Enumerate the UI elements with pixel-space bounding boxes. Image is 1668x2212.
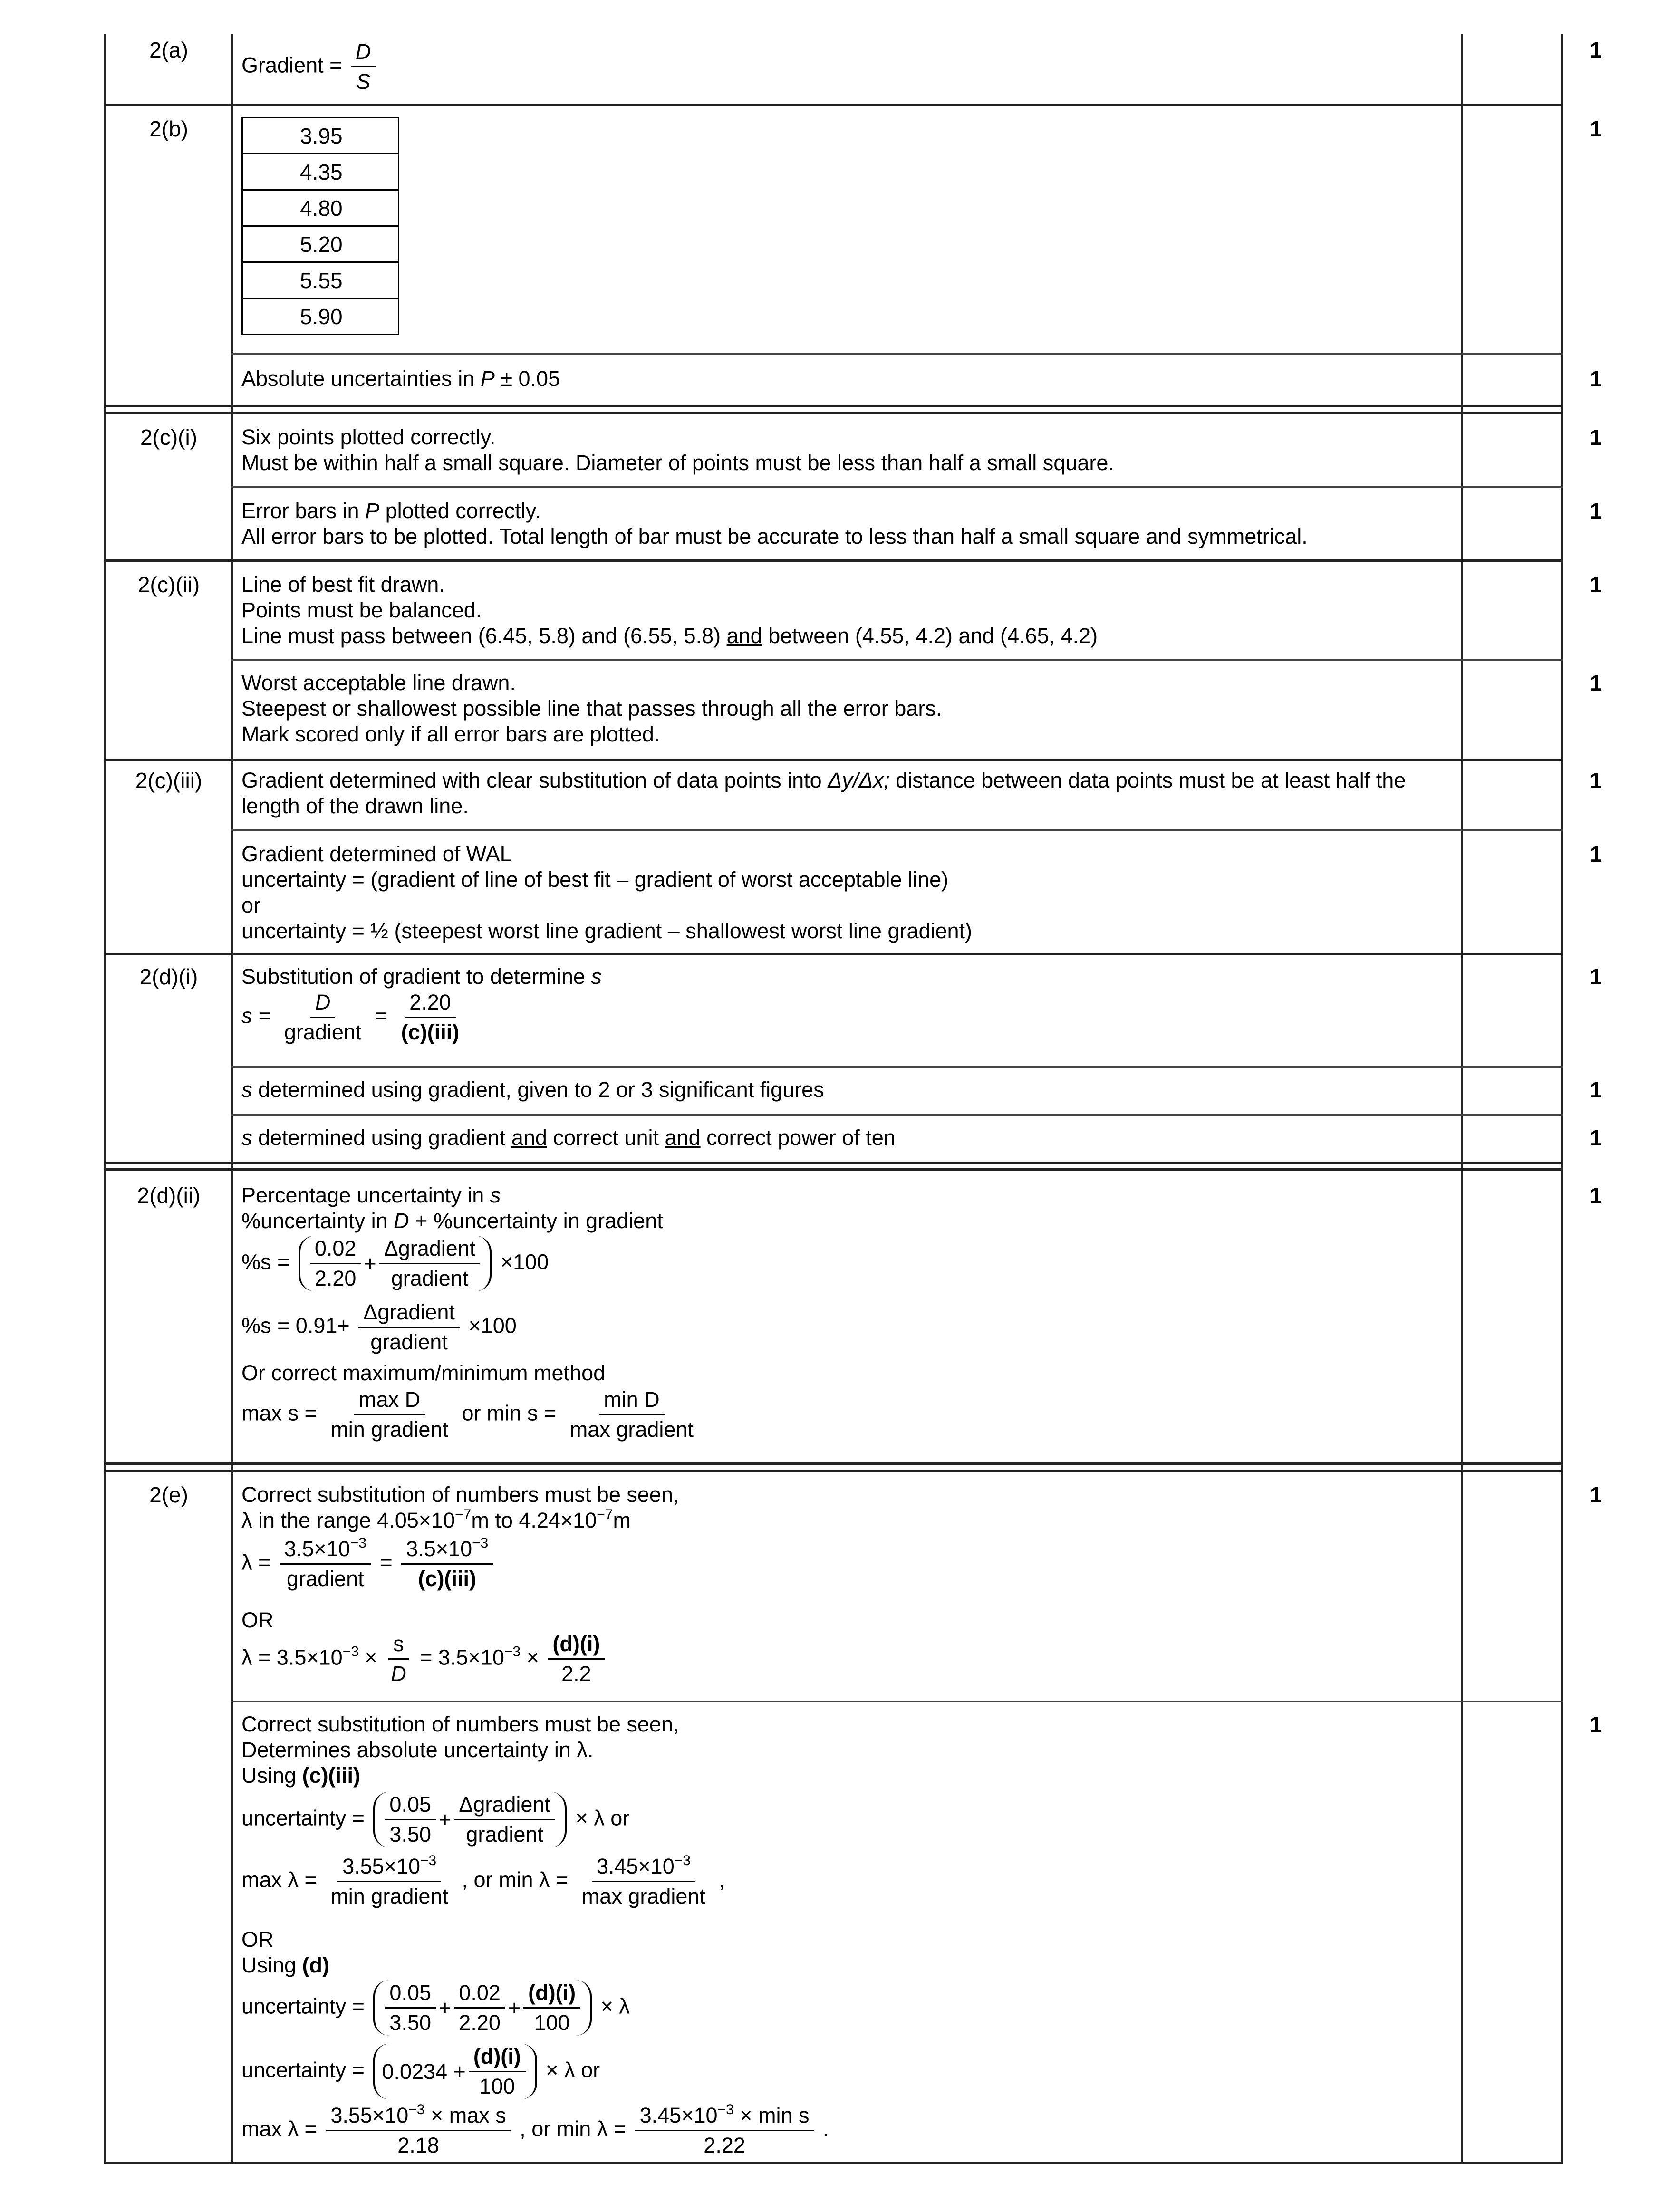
- row-divider: [104, 953, 1563, 955]
- row-divider: [104, 405, 1563, 407]
- best-fit-text: Line of best fit drawn. Points must be balanced. Line must pass between (6.45, 5.8) and (6.55, 5.8) and between (4.55, 4.2) and (4.65, 4.2): [241, 572, 1098, 648]
- subrow-divider: [231, 659, 1563, 661]
- row-divider: [104, 104, 1563, 106]
- row-divider: [104, 1168, 1563, 1171]
- s-equation: s = $\frac{D}{\text{gradient}}$ = $\frac{2.20}{\text{(c)(iii)}}$: [241, 990, 460, 1044]
- mark-2di-3: 1: [1590, 1125, 1602, 1150]
- max-min-lambda-equation-1: max λ = $\frac{3.55\times 10^{-3}}{\text{min gradient}}$ , or min λ = $\frac{3.45\times 10^{-3}}{\text{max gradient}}$ ,: [241, 1853, 725, 1908]
- d-over-s-fraction: $\frac{D}{S}$: [351, 39, 376, 95]
- row-divider: [104, 559, 1563, 562]
- mark-2ci-1: 1: [1590, 425, 1602, 450]
- p-value-cell: 4.35: [242, 154, 399, 190]
- percent-s-equation-1: %s = $\frac{0.02}{2.20}$ + $\frac{\text{Δgradient}}{\text{gradient}}$ ×100: [241, 1236, 549, 1290]
- uncertainty-equation-2: uncertainty = $\frac{0.05}{3.50}$ + $\frac{0.02}{2.20}$ + $\frac{(d)(i)}{100}$ × λ: [241, 1981, 630, 2035]
- row-divider: [104, 759, 1563, 761]
- mark-2e-1: 1: [1590, 1482, 1602, 1507]
- lambda-equation-1: λ = $\frac{3.5\times 10^{-3}}{\text{gradient}}$ = $\frac{3.5\times 10^{-3}}{\text{(c)(iii)}}$: [241, 1536, 496, 1592]
- p-values-table: [241, 117, 399, 335]
- max-min-s-equation: max s = $\frac{\text{max D}}{\text{min gradient}}$ or min s = $\frac{\text{min D}}{\text{max gradient}}$: [241, 1387, 694, 1442]
- max-min-method-text: Or correct maximum/minimum method: [241, 1361, 606, 1385]
- row-ref-2di: 2(d)(i): [139, 964, 198, 989]
- mark-2dii: 1: [1590, 1183, 1602, 1208]
- max-min-lambda-equation-2: max λ = $\frac{3.55\times 10^{-3} \times \max s}{2.18}$ , or min λ = $\frac{3.45\times 10^{-3} \times \min s}{2.22}$ .: [241, 2102, 829, 2157]
- mark-2ciii-1: 1: [1590, 768, 1602, 793]
- p-value-cell: 5.20: [242, 226, 399, 262]
- p-value-cell: 5.90: [242, 298, 399, 335]
- error-bars-text: Error bars in P plotted correctly. All error bars to be plotted. Total length of bar must be accurate to less than half a small square and symmetrical.: [241, 499, 1308, 548]
- row-ref-2e: 2(e): [149, 1482, 188, 1507]
- mark-2b-uncertainty: 1: [1590, 366, 1602, 391]
- absolute-uncertainty-text: Absolute uncertainties in P ± 0.05: [241, 366, 560, 391]
- row-ref-2a: 2(a): [149, 38, 188, 62]
- lambda-equation-2: $\lambda = 3.5\times 10^{-3}$ × $\frac{s}{D}$ = $3.5\times 10^{-3}$ × $\frac{(d)(i)}{2.2}$: [241, 1631, 607, 1687]
- mark-2di-2: 1: [1590, 1077, 1602, 1102]
- lambda-range-text: Correct substitution of numbers must be seen, λ in the range $4.05\times 10^{-7}m$ to $4.24\times 10^{-7}m$: [241, 1482, 679, 1532]
- absolute-uncertainty-lambda-text: Correct substitution of numbers must be seen, Determines absolute uncertainty in λ. Using (c)(iii): [241, 1712, 679, 1788]
- mark-2ciii-2: 1: [1590, 842, 1602, 866]
- mark-2ci-2: 1: [1590, 499, 1602, 523]
- row-ref-2cii: 2(c)(ii): [137, 572, 200, 597]
- row-divider: [104, 1462, 1563, 1465]
- subrow-divider: [231, 1701, 1563, 1702]
- row-divider: [104, 412, 1563, 414]
- row-divider: [104, 1162, 1563, 1164]
- points-plotted-text: Six points plotted correctly. Must be within half a small square. Diameter of points must be less than half a small square.: [241, 425, 1114, 475]
- mark-2cii-2: 1: [1590, 671, 1602, 695]
- mark-2e-2: 1: [1590, 1712, 1602, 1737]
- percent-s-equation-2: %s = 0.91+ $\frac{\text{Δgradient}}{\text{gradient}}$ ×100: [241, 1300, 517, 1354]
- mark-2cii-1: 1: [1590, 572, 1602, 597]
- substitution-text: Substitution of gradient to determine s: [241, 964, 602, 989]
- row-ref-2dii: 2(d)(ii): [137, 1183, 201, 1208]
- p-value-cell: 5.55: [242, 262, 399, 298]
- worst-line-text: Worst acceptable line drawn. Steepest or shallowest possible line that passes through all the error bars. Mark scored only if all error bars are plotted.: [241, 671, 942, 746]
- subrow-divider: [231, 1114, 1563, 1116]
- table-left-border: [104, 34, 106, 2164]
- subrow-divider: [231, 353, 1563, 355]
- row-ref-2ciii: 2(c)(iii): [135, 768, 202, 793]
- or-label: OR: [241, 1608, 274, 1632]
- s-unit-text: s determined using gradient and correct unit and correct power of ten: [241, 1125, 896, 1150]
- gradient-determined-text: Gradient determined with clear substitution of data points into Δy/Δx; distance between data points must be at least half the length of the drawn line.: [241, 768, 1406, 818]
- gradient-formula: [241, 39, 378, 95]
- p-value-cell: 4.80: [242, 190, 399, 226]
- row-divider: [104, 1470, 1563, 1472]
- percentage-uncertainty-text: Percentage uncertainty in s %uncertainty in D + %uncertainty in gradient: [241, 1183, 663, 1233]
- subrow-divider: [231, 829, 1563, 831]
- gradient-label: Gradient =: [241, 53, 342, 77]
- wal-gradient-text: Gradient determined of WAL uncertainty = (gradient of line of best fit – gradient of worst acceptable line) or uncertainty = ½ (steepest worst line gradient – shallowest worst line gradient): [241, 842, 973, 943]
- subrow-divider: [231, 1066, 1563, 1068]
- p-value-cell: 3.95: [242, 118, 399, 154]
- table-bottom-border: [104, 2162, 1563, 2164]
- mark-2a: 1: [1590, 38, 1602, 62]
- mark-2di-1: 1: [1590, 964, 1602, 989]
- mark-2b-values: 1: [1590, 116, 1602, 141]
- subrow-divider: [231, 486, 1563, 488]
- row-ref-2b: 2(b): [149, 116, 188, 141]
- s-sig-figs-text: s determined using gradient, given to 2 or 3 significant figures: [241, 1077, 824, 1102]
- or-using-d-text: OR Using (d): [241, 1927, 330, 1977]
- row-ref-2ci: 2(c)(i): [140, 425, 198, 450]
- uncertainty-equation-3: uncertainty = 0.0234 + $\frac{(d)(i)}{100}$ × λ or: [241, 2044, 600, 2098]
- uncertainty-equation-1: uncertainty = $\frac{0.05}{3.50}$ + $\frac{\text{Δgradient}}{\text{gradient}}$ × λ or: [241, 1792, 630, 1847]
